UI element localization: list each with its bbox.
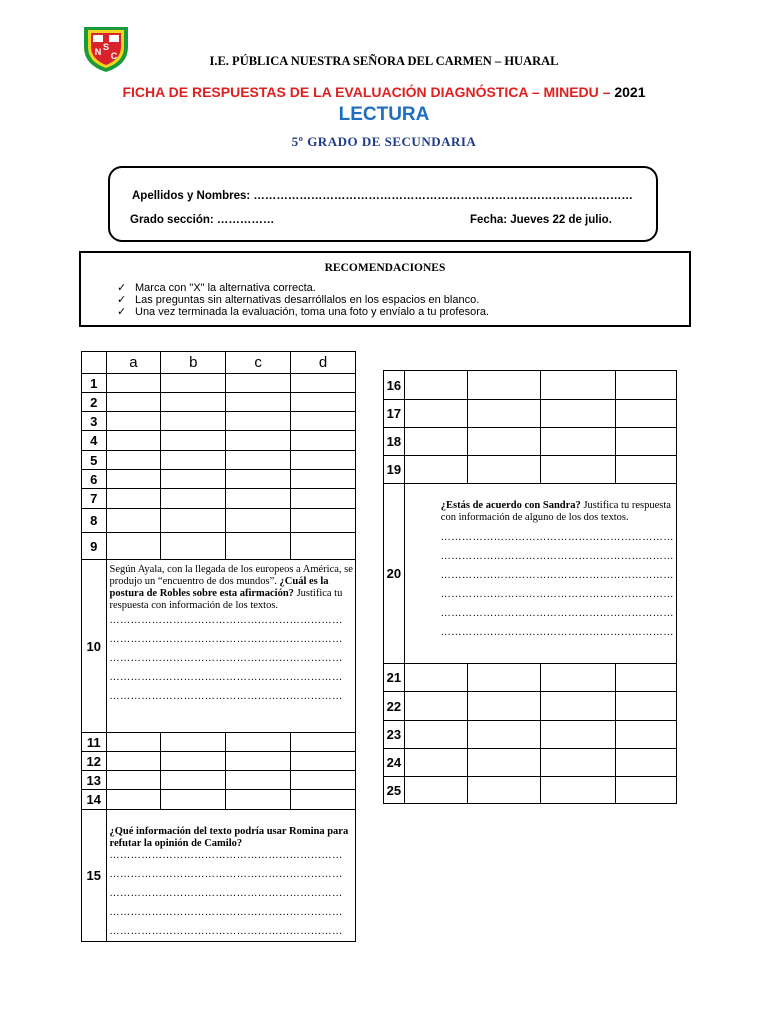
answer-cell[interactable] — [161, 374, 226, 393]
question-number: 21 — [384, 664, 405, 692]
question-number: 13 — [82, 771, 107, 790]
question-number: 12 — [82, 752, 107, 771]
answer-cell[interactable] — [291, 412, 356, 431]
table-row — [82, 412, 356, 431]
dotted-line: ………………………………………………………… — [109, 926, 343, 937]
form-title — [0, 84, 768, 100]
question-number: 20 — [384, 484, 405, 664]
answer-cell[interactable] — [291, 790, 356, 810]
section-field[interactable]: Grado sección: …………… — [130, 214, 275, 226]
answer-cell[interactable] — [616, 692, 677, 721]
recommendation-item — [117, 282, 489, 294]
answer-cell[interactable] — [106, 451, 161, 470]
answer-cell[interactable] — [541, 777, 616, 804]
table-row — [384, 692, 677, 721]
date-field: Fecha: Jueves 22 de julio. — [470, 214, 612, 226]
answer-cell[interactable] — [161, 752, 226, 771]
dotted-line: ………………………………………………………… — [440, 532, 674, 543]
dotted-line: ………………………………………………………… — [440, 608, 674, 619]
answer-cell[interactable] — [106, 470, 161, 489]
answer-cell[interactable] — [468, 721, 541, 749]
answer-cell[interactable] — [404, 428, 468, 456]
answer-cell[interactable] — [291, 470, 356, 489]
answer-cell[interactable] — [161, 790, 226, 810]
answer-cell[interactable] — [541, 749, 616, 777]
recommendation-text: Una vez terminada la evaluación, toma una foto y envíalo a tu profesora. — [135, 306, 490, 318]
question-number: 19 — [384, 456, 405, 484]
answer-cell[interactable] — [226, 752, 291, 771]
table-row — [82, 451, 356, 470]
question-text: Justifica tu respuesta con información de los textos. — [109, 588, 343, 611]
answer-cell[interactable] — [161, 771, 226, 790]
answer-lines[interactable] — [110, 846, 353, 941]
question-number: 14 — [82, 790, 107, 810]
question-number: 24 — [384, 749, 405, 777]
dotted-line: ………………………………………………………… — [109, 691, 343, 702]
question-number: 7 — [82, 489, 107, 509]
dotted-line: ………………………………………………………… — [109, 907, 343, 918]
answer-cell[interactable] — [226, 489, 291, 509]
table-row — [82, 431, 356, 451]
column-header-d: d — [291, 352, 356, 374]
answer-cell[interactable] — [226, 509, 291, 533]
form-title-year: 2021 — [614, 84, 646, 100]
answer-cell[interactable] — [404, 456, 468, 484]
question-number: 15 — [82, 810, 107, 942]
table-row — [82, 374, 356, 393]
answer-cell[interactable] — [161, 533, 226, 560]
answer-cell[interactable] — [291, 451, 356, 470]
answer-cell[interactable] — [291, 752, 356, 771]
question-number: 18 — [384, 428, 405, 456]
recommendation-text: Las preguntas sin alternativas desarróllalos en los espacios en blanco. — [135, 294, 480, 306]
checkmark-icon: ✓ — [117, 282, 127, 294]
answer-cell[interactable] — [468, 371, 541, 400]
answer-cell[interactable] — [161, 733, 226, 752]
answer-cell[interactable] — [616, 400, 677, 428]
recommendations-box — [79, 251, 691, 327]
dotted-line: ………………………………………………………… — [109, 850, 343, 861]
answer-cell[interactable] — [616, 428, 677, 456]
answer-cell[interactable] — [226, 733, 291, 752]
names-field[interactable]: Apellidos y Nombres: ……………………………………………………………………………………… — [132, 190, 633, 202]
open-question-10 — [106, 560, 355, 733]
recommendation-text: Marca con "X" la alternativa correcta. — [135, 282, 316, 294]
table-row — [384, 777, 677, 804]
question-number: 4 — [82, 431, 107, 451]
dotted-line: ………………………………………………………… — [109, 672, 343, 683]
school-name: I.E. PÚBLICA NUESTRA SEÑORA DEL CARMEN – HUARAL — [209, 54, 559, 68]
answer-cell[interactable] — [226, 431, 291, 451]
answer-cell[interactable] — [106, 533, 161, 560]
recommendation-item — [117, 306, 489, 318]
answer-cell[interactable] — [291, 771, 356, 790]
table-row — [384, 749, 677, 777]
answer-cell[interactable] — [226, 374, 291, 393]
answer-table-right — [383, 370, 677, 804]
question-number: 3 — [82, 412, 107, 431]
table-row — [384, 428, 677, 456]
answer-cell[interactable] — [616, 749, 677, 777]
dotted-line: ………………………………………………………… — [109, 888, 343, 899]
answer-cell[interactable] — [404, 777, 468, 804]
table-header-row — [82, 352, 356, 374]
logo-letter-c: C — [110, 51, 118, 61]
answer-cell[interactable] — [106, 752, 161, 771]
answer-cell[interactable] — [161, 393, 226, 412]
answer-cell[interactable] — [468, 400, 541, 428]
open-question-15 — [106, 810, 355, 942]
question-number: 6 — [82, 470, 107, 489]
answer-cell[interactable] — [541, 428, 616, 456]
question-number: 23 — [384, 721, 405, 749]
answer-cell[interactable] — [161, 509, 226, 533]
answer-cell[interactable] — [226, 470, 291, 489]
answer-cell[interactable] — [106, 393, 161, 412]
table-row — [82, 733, 356, 752]
answer-cell[interactable] — [541, 664, 616, 692]
answer-cell[interactable] — [106, 431, 161, 451]
recommendations-title: RECOMENDACIONES — [324, 262, 446, 274]
answer-cell[interactable] — [616, 456, 677, 484]
column-header-b: b — [161, 352, 226, 374]
column-header-a: a — [106, 352, 161, 374]
answer-cell[interactable] — [291, 533, 356, 560]
student-info-box — [108, 166, 658, 242]
answer-cell[interactable] — [541, 371, 616, 400]
table-row — [82, 509, 356, 533]
answer-cell[interactable] — [106, 733, 161, 752]
question-text: Justifica tu respuesta con información de alguno de los dos textos. — [440, 500, 671, 523]
table-row — [82, 810, 356, 942]
table-row — [384, 456, 677, 484]
dotted-line: ………………………………………………………… — [440, 589, 674, 600]
column-header-c: c — [226, 352, 291, 374]
table-row — [384, 484, 677, 664]
dotted-line: ………………………………………………………… — [440, 627, 674, 638]
answer-cell[interactable] — [291, 393, 356, 412]
answer-cell[interactable] — [226, 533, 291, 560]
recommendations-list — [117, 282, 489, 318]
answer-cell[interactable] — [161, 489, 226, 509]
answer-cell[interactable] — [468, 777, 541, 804]
checkmark-icon: ✓ — [117, 306, 127, 318]
table-row — [82, 489, 356, 509]
answer-cell[interactable] — [291, 733, 356, 752]
answer-cell[interactable] — [468, 428, 541, 456]
answer-cell[interactable] — [468, 692, 541, 721]
table-row — [384, 664, 677, 692]
answer-cell[interactable] — [291, 431, 356, 451]
answer-cell[interactable] — [161, 412, 226, 431]
answer-cell[interactable] — [226, 771, 291, 790]
question-text-bold: ¿Qué información del texto podría usar Romina para refutar la opinión de Camilo? — [109, 826, 349, 849]
answer-cell[interactable] — [226, 412, 291, 431]
answer-cell[interactable] — [541, 456, 616, 484]
dotted-line: ………………………………………………………… — [109, 615, 343, 626]
answer-cell[interactable] — [106, 790, 161, 810]
recommendation-item — [117, 294, 489, 306]
question-number: 2 — [82, 393, 107, 412]
logo-letter-s: S — [102, 42, 110, 52]
dotted-line: ………………………………………………………… — [109, 869, 343, 880]
table-row — [384, 721, 677, 749]
question-number: 9 — [82, 533, 107, 560]
table-row — [82, 533, 356, 560]
table-row — [82, 560, 356, 733]
answer-cell[interactable] — [404, 664, 468, 692]
dotted-line: ………………………………………………………… — [440, 551, 674, 562]
question-number: 11 — [82, 733, 107, 752]
answer-cell[interactable] — [161, 451, 226, 470]
answer-cell[interactable] — [616, 371, 677, 400]
dotted-line: ………………………………………………………… — [109, 634, 343, 645]
dotted-line: ………………………………………………………… — [109, 653, 343, 664]
grade-title: 5º GRADO DE SECUNDARIA — [291, 134, 477, 149]
question-number: 22 — [384, 692, 405, 721]
table-row — [82, 752, 356, 771]
answer-cell[interactable] — [291, 489, 356, 509]
corner-cell — [82, 352, 107, 374]
answer-cell[interactable] — [541, 721, 616, 749]
subject-title: LECTURA — [338, 104, 430, 125]
question-text: Según Ayala, con la llegada de los europeos a América, se produjo un “encuentro de dos mundos”. — [109, 564, 353, 587]
table-row — [82, 470, 356, 489]
answer-cell[interactable] — [106, 412, 161, 431]
question-number: 17 — [384, 400, 405, 428]
answer-cell[interactable] — [616, 721, 677, 749]
logo-letter-n: N — [94, 47, 102, 57]
answer-cell[interactable] — [468, 749, 541, 777]
question-number: 5 — [82, 451, 107, 470]
answer-cell[interactable] — [404, 371, 468, 400]
answer-cell[interactable] — [468, 664, 541, 692]
question-number: 16 — [384, 371, 405, 400]
answer-cell[interactable] — [616, 664, 677, 692]
table-row — [82, 790, 356, 810]
answer-cell[interactable] — [106, 489, 161, 509]
answer-lines[interactable] — [110, 611, 353, 706]
answer-cell[interactable] — [468, 456, 541, 484]
answer-cell[interactable] — [404, 400, 468, 428]
answer-cell[interactable] — [106, 374, 161, 393]
answer-cell[interactable] — [106, 509, 161, 533]
answer-cell[interactable] — [404, 749, 468, 777]
answer-cell[interactable] — [541, 692, 616, 721]
answer-cell[interactable] — [541, 400, 616, 428]
table-row — [82, 771, 356, 790]
question-text-bold: ¿Cuál es la postura de Robles sobre esta afirmación? — [109, 576, 329, 599]
answer-cell[interactable] — [226, 393, 291, 412]
checkmark-icon: ✓ — [117, 294, 127, 306]
answer-cell[interactable] — [106, 771, 161, 790]
answer-cell[interactable] — [291, 509, 356, 533]
question-text-bold: ¿Estás de acuerdo con Sandra? — [440, 500, 581, 511]
question-number: 10 — [82, 560, 107, 733]
table-row — [384, 400, 677, 428]
answer-lines[interactable] — [441, 528, 674, 642]
open-question-20 — [404, 484, 676, 664]
answer-cell[interactable] — [226, 790, 291, 810]
answer-cell[interactable] — [226, 451, 291, 470]
answer-table-left — [81, 351, 356, 942]
question-number: 8 — [82, 509, 107, 533]
question-number: 1 — [82, 374, 107, 393]
table-row — [82, 393, 356, 412]
answer-cell[interactable] — [161, 470, 226, 489]
answer-cell[interactable] — [616, 777, 677, 804]
form-title-text: FICHA DE RESPUESTAS DE LA EVALUACIÓN DIAGNÓSTICA – MINEDU – — [122, 84, 611, 100]
question-number: 25 — [384, 777, 405, 804]
answer-cell[interactable] — [404, 692, 468, 721]
answer-cell[interactable] — [161, 431, 226, 451]
dotted-line: ………………………………………………………… — [440, 570, 674, 581]
answer-cell[interactable] — [291, 374, 356, 393]
answer-cell[interactable] — [404, 721, 468, 749]
table-row — [384, 371, 677, 400]
